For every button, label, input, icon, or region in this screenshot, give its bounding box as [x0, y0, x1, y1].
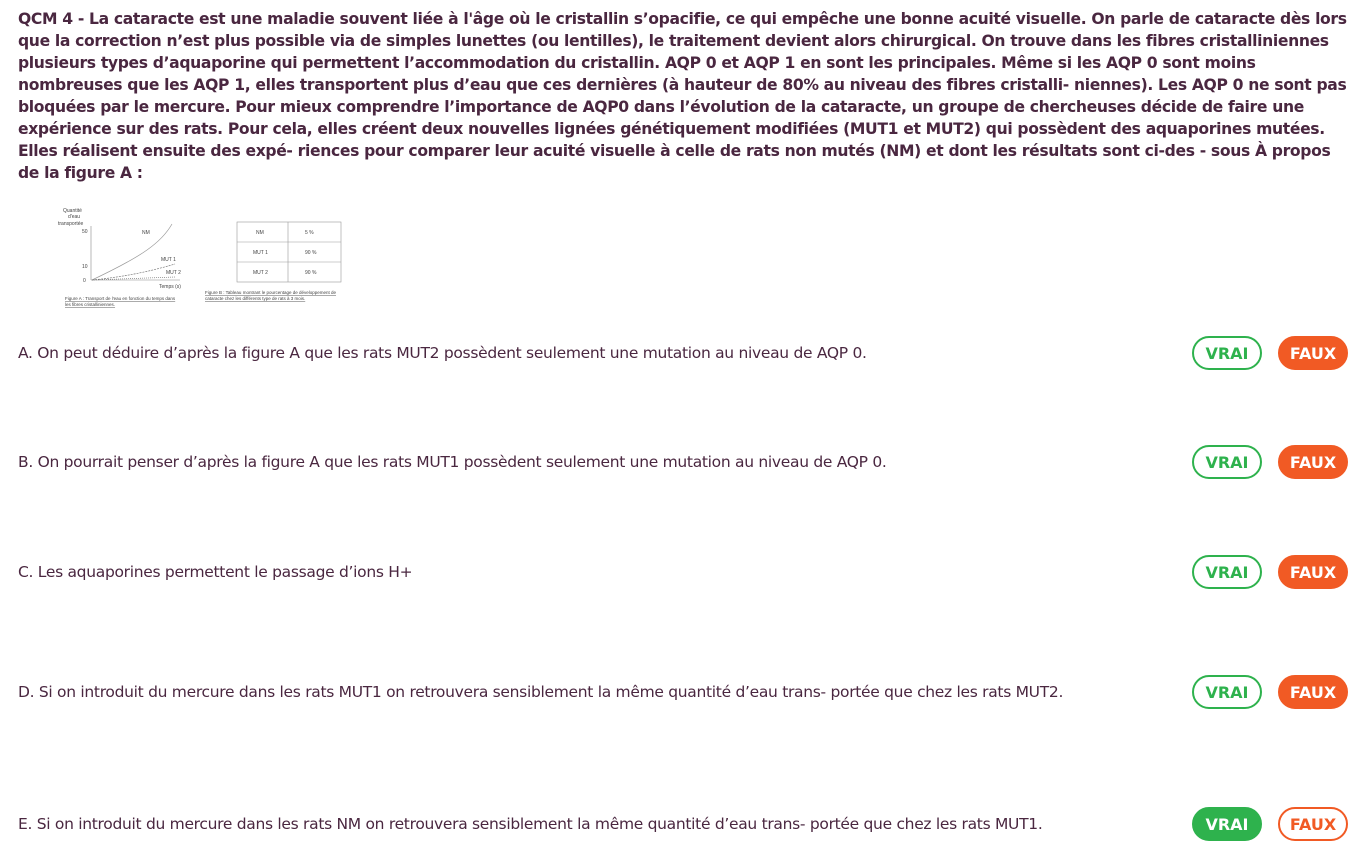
question-text: QCM 4 - La cataracte est une maladie souvent liée à l'âge où le cristallin s’opacifie, ce qui empêche une bonne acuité visuelle. On parle de cataracte dès lors que la correction n’est plus possible via de simples lunettes (ou lentilles), le traitement devient alors chirurgical. On trouve dans les fibres cristalliniennes plusieurs types d’aquaporine qui permettent l’accommodation du cristallin. AQP 0 et AQP 1 en sont les principales. Même si les AQP 0 sont moins nombreuses que les AQP 1, elles transportent plus d’eau que ces dernières (à hauteur de 80% au niveau des fibres cristalli- niennes). Les AQP 0 ne sont pas bloquées par le mercure. Pour mieux comprendre l’importance de AQP0 dans l’évolution de la cataracte, un groupe de chercheuses décide de faire une expérience sur des rats. Pour cela, elles créent deux nouvelles lignées génétiquement modifiées (MUT1 et MUT2) qui possèdent des aquaporines mutées. Elles réalisent ensuite des expé- riences pour comparer leur acuité visuelle à celle de rats non mutés (NM) et dont les résultats sont ci-des - sous À propos de la figure A :: [18, 10, 1347, 182]
ylabel-2: d'eau: [68, 214, 81, 220]
vrai-button[interactable]: VRAI: [1192, 555, 1262, 589]
ytick: 50: [82, 229, 88, 235]
xlabel: Temps (s): [159, 284, 181, 290]
caption-a: les fibres cristalliniennes.: [65, 302, 116, 307]
ylabel-1: Quantité: [63, 208, 82, 214]
answer-row: [18, 443, 1348, 481]
answer-text: B. On pourrait penser d’après la figure A que les rats MUT1 possèdent seulement une mutation au niveau de AQP 0.: [18, 453, 887, 471]
table-cell: NM: [256, 230, 264, 236]
vrai-button[interactable]: VRAI: [1192, 807, 1262, 841]
table-cell: 90 %: [305, 250, 317, 256]
caption-b: Figure B : Tableau montrant le pourcentage de développement de: [205, 290, 337, 295]
table-cell: 5 %: [305, 230, 314, 236]
faux-button[interactable]: FAUX: [1278, 675, 1348, 709]
vrai-button[interactable]: VRAI: [1192, 445, 1262, 479]
vrai-button[interactable]: VRAI: [1192, 336, 1262, 370]
table-cell: MUT 2: [253, 270, 268, 276]
ytick: 10: [82, 264, 88, 270]
answer-text: D. Si on introduit du mercure dans les rats MUT1 on retrouvera sensiblement la même quantité d’eau trans- portée que chez les rats MUT2.: [18, 683, 1064, 701]
faux-button[interactable]: FAUX: [1278, 445, 1348, 479]
series-label: MUT 1: [161, 257, 176, 263]
answer-text: C. Les aquaporines permettent le passage d’ions H+: [18, 563, 413, 581]
answer-text: E. Si on introduit du mercure dans les rats NM on retrouvera sensiblement la même quantité d’eau trans- portée que chez les rats MUT1.: [18, 815, 1043, 833]
answer-text: A. On peut déduire d’après la figure A que les rats MUT2 possèdent seulement une mutation au niveau de AQP 0.: [18, 344, 867, 362]
series-label: NM: [142, 230, 150, 236]
vrai-button[interactable]: VRAI: [1192, 675, 1262, 709]
answer-row: [18, 805, 1348, 843]
answer-row: [18, 334, 1348, 372]
answer-row: [18, 673, 1348, 711]
table-cell: MUT 1: [253, 250, 268, 256]
table-cell: 90 %: [305, 270, 317, 276]
caption-a: Figure A : Transport de l'eau en fonction du temps dans: [65, 296, 176, 301]
ylabel-3: transportée: [58, 221, 84, 227]
figure-image: [55, 200, 385, 315]
series-label: MUT 2: [166, 270, 181, 276]
ytick: 0: [83, 278, 86, 284]
figure-a-chart: [58, 208, 181, 307]
faux-button[interactable]: FAUX: [1278, 336, 1348, 370]
faux-button[interactable]: FAUX: [1278, 555, 1348, 589]
faux-button[interactable]: FAUX: [1278, 807, 1348, 841]
answer-row: [18, 553, 1348, 591]
caption-b: cataracte chez les différents type de rats à 3 mois.: [205, 296, 306, 301]
figure-b-table: [205, 222, 341, 301]
